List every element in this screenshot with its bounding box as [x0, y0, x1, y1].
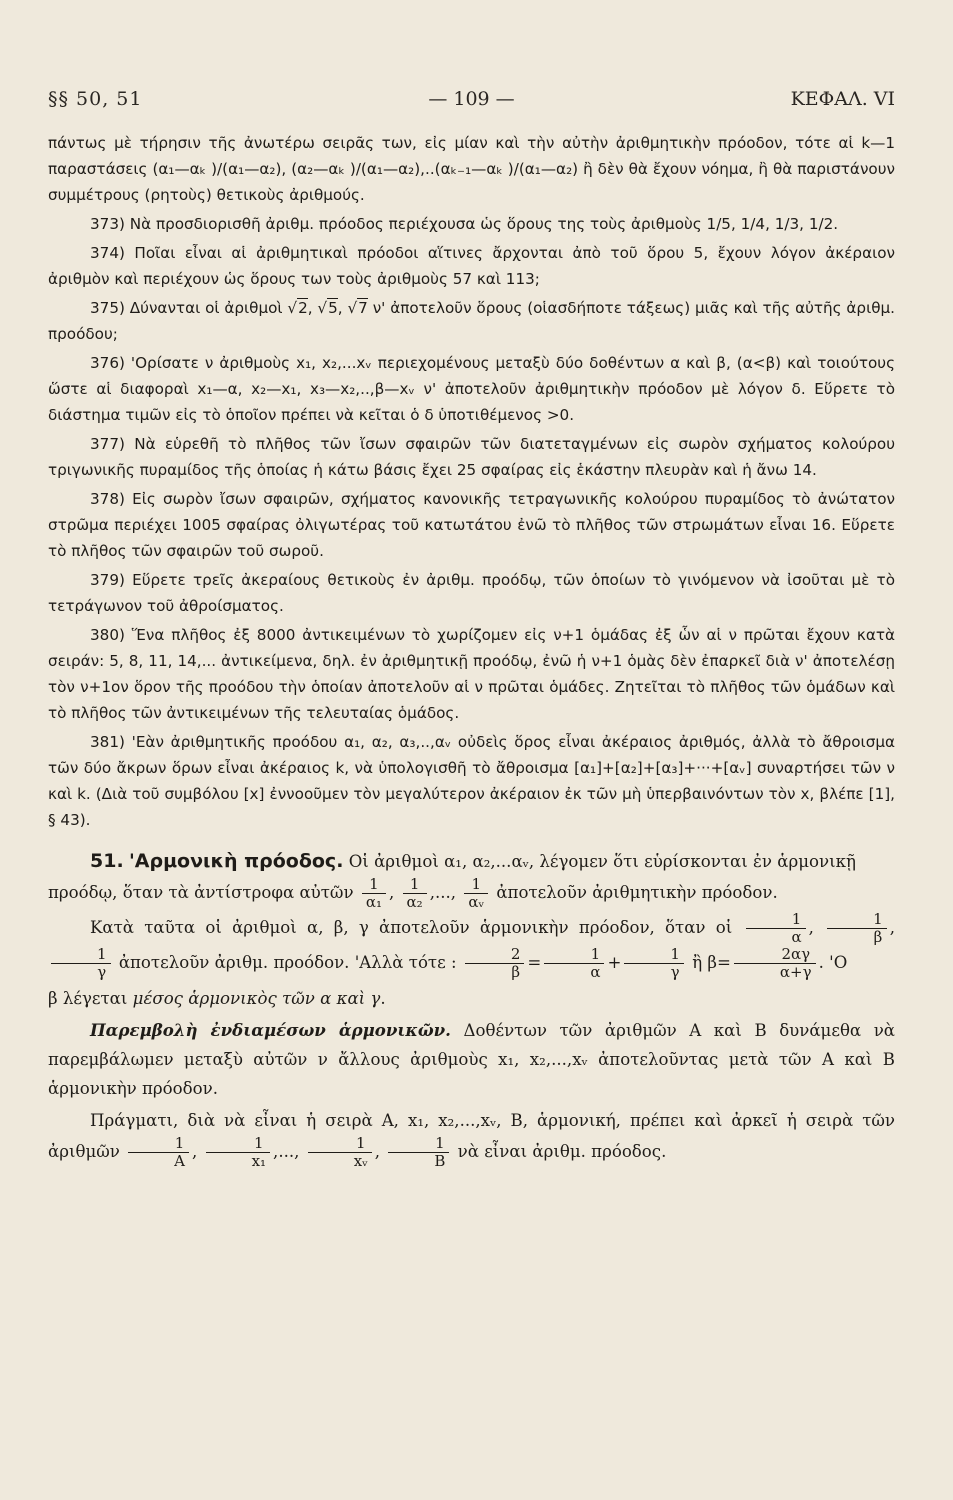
- text-fragment: . 'Ο: [818, 953, 848, 972]
- exercise-380: 380) Ἕνα πλῆθος ἐξ 8000 ἀντικειμένων τὸ χωρίζομεν εἰς ν+1 ὁμάδας ἐξ ὧν αἱ ν πρῶται ἔχουν κατὰ σειράν: 5, 8, 11, 14,... ἀντικείμενα, δηλ. ἐν ἀριθμητικῇ προόδῳ, ἐνῶ ἡ ν+1 ὁμὰς δὲν ἐπαρκεῖ διὰ ν' ἀποτελέσῃ τὸν ν+1ον ὅρον τῆς προόδου τὴν ὁποίαν ἀποτελοῦν αἱ ν πρῶται ὁμάδες. Ζητεῖται τὸ πλῆθος τῶν ὁμάδων καὶ τὸ πλῆθος τῶν ἀντικειμένων τῆς τελευταίας ὁμάδος.: [48, 626, 895, 722]
- page-body: [48, 130, 895, 1173]
- denominator: α+γ: [779, 963, 812, 981]
- numerator: 2: [465, 946, 525, 964]
- text-fragment: , √: [337, 299, 358, 317]
- numerator: 1: [403, 876, 427, 894]
- text-fragment: ,...,: [273, 1142, 300, 1161]
- fraction-1-over-x1: [206, 1135, 270, 1170]
- equals-sign: =: [527, 953, 542, 972]
- denominator: γ: [670, 963, 680, 981]
- sqrt-2: 2: [298, 299, 308, 317]
- exercise-378: 378) Εἰς σωρὸν ἴσων σφαιρῶν, σχήματος κανονικῆς τετραγωνικῆς κολούρου πυραμίδος τὸ ἀνώτατον στρῶμα περιέχει 1005 σφαίρας ὀλιγωτέρας τοῦ κατωτάτου ἐνῶ τὸ πλῆθος τῶν στρωμάτων εἶναι 16. Εὕρετε τὸ πλῆθος τῶν σφαιρῶν τοῦ σωροῦ.: [48, 490, 895, 560]
- numerator: 1: [51, 946, 111, 964]
- fraction-1-over-alpha: [746, 911, 806, 946]
- paragraph-continuation: πάντως μὲ τήρησιν τῆς ἀνωτέρω σειρᾶς των, εἰς μίαν καὶ τὴν αὐτὴν ἀριθμητικὴν πρόοδον, τότε αἱ k—1 παραστάσεις (α₁—αₖ )/(α₁—α₂), (α₂—αₖ )/(α₁—α₂),..(αₖ₋₁—αₖ )/(α₁—α₂) ἢ δὲν θὰ ἔχουν νόημα, ἢ θὰ παριστάνουν συμμέτρους (ρητοὺς) θετικοὺς ἀριθμούς.: [48, 134, 895, 204]
- numerator: 2αγ: [734, 946, 816, 964]
- denominator: Β: [434, 1152, 446, 1170]
- numerator: 1: [544, 946, 604, 964]
- section-title: 'Αρμονικὴ πρόοδος.: [128, 850, 344, 872]
- text-fragment: .: [380, 989, 386, 1008]
- denominator: β: [511, 963, 520, 981]
- plus-sign: +: [607, 953, 622, 972]
- denominator: α₁: [365, 893, 382, 911]
- exercise-379: 379) Εὕρετε τρεῖς ἀκεραίους θετικοὺς ἐν ἀριθμ. προόδῳ, τῶν ὁποίων τὸ γινόμενον νὰ ἰσοῦται μὲ τὸ τετράγωνον τοῦ ἀθροίσματος.: [48, 571, 895, 615]
- text-fragment: 375) Δύνανται οἱ ἀριθμοὶ √: [90, 299, 298, 317]
- section-number: 51.: [90, 850, 124, 872]
- text-fragment: ἀποτελοῦν ἀριθμ. προόδον. 'Αλλὰ τότε :: [113, 953, 457, 972]
- denominator: α: [791, 928, 802, 946]
- fraction-1-over-beta: [827, 911, 887, 946]
- denominator: α₂: [406, 893, 423, 911]
- text-fragment: ,...,: [429, 883, 457, 902]
- fraction-1-over-A: [128, 1135, 189, 1170]
- chapter-label: ΚΕΦΑΛ. VI: [790, 88, 895, 110]
- section-reference: §§ 50, 51: [48, 88, 143, 110]
- fraction-1-over-gamma-b: [624, 946, 684, 981]
- denominator: γ: [97, 963, 107, 981]
- text-fragment: Κατὰ ταῦτα οἱ ἀριθμοὶ α, β, γ ἀποτελοῦν ἁρμονικὴν πρόοδον, ὅταν οἱ: [90, 918, 733, 937]
- denominator: β: [873, 928, 883, 946]
- exercise-373: 373) Νὰ προσδιορισθῆ ἀριθμ. πρόοδος περιέχουσα ὡς ὅρους της τοὺς ἀριθμοὺς 1/5, 1/4, 1/3, 1/2.: [90, 215, 839, 233]
- numerator: 1: [128, 1135, 189, 1153]
- text-fragment: Πράγματι, διὰ νὰ εἶναι ἡ σειρὰ Α, x₁, x₂,...,xᵥ, Β, ἁρμονική, πρέπει καὶ ἀρκεῖ ἡ σειρὰ τῶν ἀριθμῶν: [48, 1111, 895, 1161]
- text-fragment: , √: [307, 299, 328, 317]
- denominator: α: [590, 963, 601, 981]
- exercise-376: 376) 'Ορίσατε ν ἀριθμοὺς x₁, x₂,...xᵥ περιεχομένους μεταξὺ δύο δοθέντων α καὶ β, (α<β) καὶ τοιούτους ὥστε αἱ διαφοραὶ x₁—α, x₂—x₁, x₃—x₂,..,β—xᵥ ν' ἀποτελοῦν ἀριθμητικὴν πρόοδον μὲ λόγον δ. Εὕρετε τὸ διάστημα τιμῶν εἰς τὸ ὁποῖον πρέπει νὰ κεῖται ὁ δ ὑποτιθέμενος >0.: [48, 354, 895, 424]
- exercise-375: [48, 295, 895, 347]
- exercise-377: 377) Νὰ εὑρεθῆ τὸ πλῆθος τῶν ἴσων σφαιρῶν τῶν διατεταγμένων εἰς σωρὸν σχήματος κολούρου τριγωνικῆς πυραμίδος τῆς ὁποίας ἡ κάτω βάσις ἔχει 25 σφαίρας εἰς ἑκάστην πλευρὰν καὶ ἡ ἄνω 14.: [48, 435, 895, 479]
- fraction-1-over-a1: [362, 876, 386, 911]
- numerator: 1: [464, 876, 488, 894]
- fraction-1-over-gamma: [51, 946, 111, 981]
- text-fragment: Οἱ ἀριθμοὶ α₁, α₂,...αᵥ, λέγομεν ὅτι εὑρίσκονται ἐν ἁρμονικῇ προόδῳ, ὅταν τὰ ἀντίστροφα αὐτῶν: [48, 852, 856, 902]
- text-fragment: ἢ β=: [686, 953, 731, 972]
- numerator: 1: [624, 946, 684, 964]
- page-header: [48, 88, 895, 114]
- exercise-374: 374) Ποῖαι εἶναι αἱ ἀριθμητικαὶ πρόοδοι αἵτινες ἄρχονται ἀπὸ τοῦ ὅρου 5, ἔχουν λόγον ἀκέραιον ἀριθμὸν καὶ περιέχουν ὡς ὅρους των τοὺς ἀριθμοὺς 57 καὶ 113;: [48, 244, 895, 288]
- text-fragment: Δοθέντων τῶν ἀριθμῶν Α καὶ Β δυνάμεθα νὰ παρεμβάλωμεν μεταξὺ αὐτῶν ν ἄλλους ἀριθμοὺς x₁, x₂,...,xᵥ ἀποτελοῦντας μετὰ τῶν Α καὶ Β ἁρμονικὴν πρόοδον.: [48, 1021, 895, 1098]
- numerator: 1: [388, 1135, 449, 1153]
- fraction-1-over-alpha-b: [544, 946, 604, 981]
- text-fragment: ἀποτελοῦν ἀριθμητικὴν πρόοδον.: [491, 883, 778, 902]
- subsection-title: Παρεμβολὴ ἐνδιαμέσων ἁρμονικῶν.: [90, 1020, 451, 1040]
- fraction-1-over-xn: [308, 1135, 372, 1170]
- fraction-1-over-a2: [403, 876, 427, 911]
- insertion-paragraph: [48, 1016, 895, 1103]
- numerator: 1: [362, 876, 386, 894]
- numerator: 1: [206, 1135, 270, 1153]
- exercise-381: 381) 'Εὰν ἀριθμητικῆς προόδου α₁, α₂, α₃,..,αᵥ οὐδεὶς ὅρος εἶναι ἀκέραιος ἀριθμός, ἀλλὰ τὸ ἄθροισμα τῶν δύο ἄκρων ὅρων εἶναι ἀκέραιος k, νὰ ὑπολογισθῆ τὸ ἄθροισμα [α₁]+[α₂]+[α₃]+···+[αᵥ] συναρτήσει τῶν ν καὶ k. (Διὰ τοῦ συμβόλου [x] ἐννοοῦμεν τὸν μεγαλύτερον ἀκέραιον ἐκ τῶν μὴ ὑπερβαινόντων τὸν x, βλέπε [1], § 43).: [48, 733, 895, 829]
- fraction-2-over-beta: [465, 946, 525, 981]
- text-fragment: β λέγεται: [48, 989, 133, 1008]
- fraction-1-over-an: [464, 876, 488, 911]
- numerator: 1: [308, 1135, 372, 1153]
- harmonic-mean-definition: [48, 984, 895, 1013]
- text-fragment: ν' ἀποτελοῦν ὅρους (οἱασδήποτε τάξεως) μιᾶς καὶ τῆς αὐτῆς ἀριθμ. προόδου;: [48, 299, 895, 343]
- fraction-1-over-B: [388, 1135, 449, 1170]
- numerator: 1: [746, 911, 806, 929]
- fraction-harmonic-mean: [734, 946, 816, 981]
- italic-term: μέσος ἁρμονικὸς τῶν α καὶ γ: [132, 989, 381, 1008]
- numerator: 1: [827, 911, 887, 929]
- section-51-intro: 51. 'Αρμονικὴ πρόοδος. Οἱ ἀριθμοὶ α₁, α₂,...αᵥ, λέγομεν ὅτι εὑρίσκονται ἐν ἁρμονικῇ προόδῳ, ὅταν τὰ ἀντίστροφα αὐτῶν $\frac{1}{\text{α₁}}$ , $\frac{1}{\text{α₂}}$ ,..., $\frac{1}{\text{αᵥ}}$ ἀποτελοῦν ἀριθμητικὴν πρόοδον.: [48, 850, 856, 911]
- denominator: αᵥ: [468, 893, 485, 911]
- proof-paragraph: Πράγματι, διὰ νὰ εἶναι ἡ σειρὰ Α, x₁, x₂,...,xᵥ, Β, ἁρμονική, πρέπει καὶ ἀρκεῖ ἡ σειρὰ τῶν ἀριθμῶν $\frac{1}{A}$ , $\frac{1}{\text{x₁}}$ ,..., $\frac{1}{\text{xᵥ}}$ , $\frac{1}{B}$ νὰ εἶναι ἀριθμ. πρόοδος.: [48, 1111, 895, 1170]
- harmonic-condition: Κατὰ ταῦτα οἱ ἀριθμοὶ α, β, γ ἀποτελοῦν ἁρμονικὴν πρόοδον, ὅταν οἱ $\frac{1}{\alpha}$ , $\frac{1}{\beta}$ , $\frac{1}{\gamma}$ ἀποτελοῦν ἀριθμ. προόδον. 'Αλλὰ τότε : $\frac{2}{\beta}$ = $\frac{1}{\alpha}$ + $\frac{1}{\gamma}$ ἢ β= $\frac{2\alpha\gamma}{\alpha+\gamma}$ . 'Ο: [48, 911, 895, 981]
- text-fragment: νὰ εἶναι ἀριθμ. πρόοδος.: [452, 1142, 667, 1161]
- denominator: Α: [174, 1152, 185, 1170]
- denominator: xᵥ: [353, 1152, 368, 1170]
- sqrt-7: 7: [358, 299, 368, 317]
- sqrt-5: 5: [328, 299, 338, 317]
- denominator: x₁: [251, 1152, 267, 1170]
- page-number: — 109 —: [428, 88, 515, 110]
